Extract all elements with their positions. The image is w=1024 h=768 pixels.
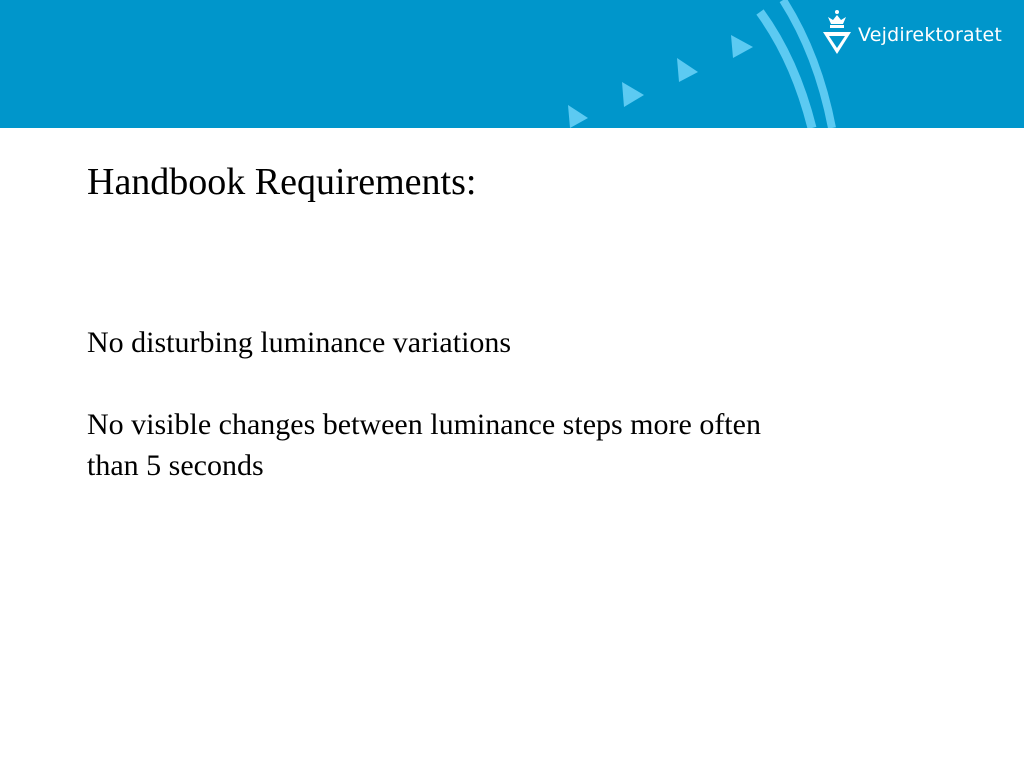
curve-stripe-icon [760,12,812,128]
triangle-icon [622,82,644,107]
triangle-icon [677,58,698,82]
triangle-icon [731,35,753,58]
crown-logo-icon [820,8,856,56]
slide-title: Handbook Requirements: [87,161,477,203]
body-paragraph-1: No disturbing luminance variations [87,326,512,359]
body-paragraph-2: No visible changes between luminance steps more often than 5 seconds [87,408,761,482]
logo-text: Vejdirektoratet [858,24,1003,46]
header-band [0,0,1024,128]
logo [820,8,1020,58]
slide-body [87,322,807,527]
triangle-icon [568,105,588,128]
